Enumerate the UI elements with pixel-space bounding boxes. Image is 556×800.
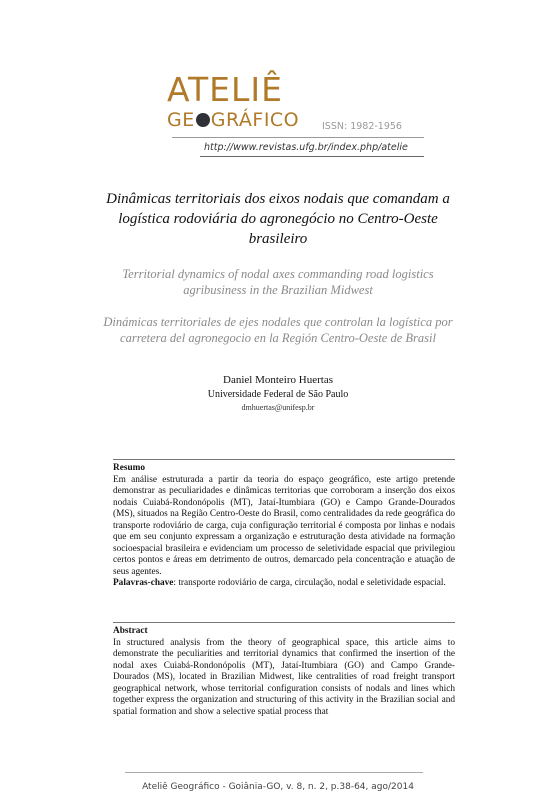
abstract-section xyxy=(113,626,455,718)
article-title-spanish: Dinámicas territoriales de ejes nodales que controlan la logística por carretera del agronegocio en la Región Centro-Oeste de Brasil xyxy=(103,315,453,345)
abstract-divider xyxy=(113,622,455,623)
author-email[interactable]: dmhuertas@unifesp.br xyxy=(241,403,315,412)
resumo-heading: Resumo xyxy=(113,463,146,473)
footer-divider xyxy=(125,772,423,773)
article-title-portuguese: Dinâmicas territoriais dos eixos nodais que comandam a logística rodoviária do agronegócio no Centro-Oeste brasileiro xyxy=(106,191,450,247)
keywords-text: : transporte rodoviário de carga, circulação, nodal e seletividade espacial. xyxy=(173,578,446,588)
author-affiliation: Universidade Federal de São Paulo xyxy=(207,389,349,400)
keywords-label: Palavras-chave xyxy=(113,578,174,588)
journal-logo-subtitle xyxy=(167,111,299,130)
resumo-divider xyxy=(113,459,455,460)
abstract-heading: Abstract xyxy=(113,626,148,636)
logo-divider xyxy=(172,137,424,138)
journal-url-link[interactable]: http://www.revistas.ufg.br/index.php/atelie xyxy=(204,142,408,153)
logo-subtitle-left: GE xyxy=(167,109,195,131)
article-title-english: Territorial dynamics of nodal axes commanding road logistics agribusiness in the Brazilian Midwest xyxy=(122,267,434,297)
journal-issn: ISSN: 1982-1956 xyxy=(322,121,402,132)
journal-logo-title: ATELIÊ xyxy=(167,70,283,109)
logo-subtitle-right: GRÁFICO xyxy=(210,109,300,131)
resumo-section xyxy=(113,463,455,590)
globe-icon xyxy=(196,113,210,127)
abstract-text: In structured analysis from the theory of geographical space, this article aims to demonstrate the peculiarities and territorial dynamics that confirmed the insertion of the nodal axes Cuiabá-Rondonópolis (MT), Jataí-Itumbiara (GO) and Campo Grande-Dourados (MS), located in Brazilian Midwest, like centralities of road freight transport geographical network, whose territorial configuration consists of nodals and lines which together express the organization and structuring of this activity in the Brazilian social and spatial formation and show a selective spatial process that xyxy=(113,637,455,717)
page-footer: Ateliê Geográfico - Goiânia-GO, v. 8, n. 2, p.38-64, ago/2014 xyxy=(142,782,414,792)
url-underline xyxy=(200,156,424,157)
author-name: Daniel Monteiro Huertas xyxy=(223,374,333,386)
resumo-text: Em análise estruturada a partir da teoria do espaço geográfico, este artigo pretende demonstrar as peculiaridades e dinâmicas territorias que corroboram a inserção dos eixos nodais Cuiabá-Rondonópolis (MT), Jataí-Itumbiara (GO) e Campo Grande-Dourados (MS), situados na Região Centro-Oeste do Brasil, como centralidades da rede geográfica do transporte rodoviário de carga, cuja configuração territorial é composta por linhas e nodais que em seu conjunto expressam a organização e estruturação desta atividade na formação socioespacial brasileira e evidenciam um processo de seletividade espacial que privilegiou certos pontos e áreas em detrimento de outros, demarcado pela concentração e atuação de seus agentes. xyxy=(113,474,455,577)
